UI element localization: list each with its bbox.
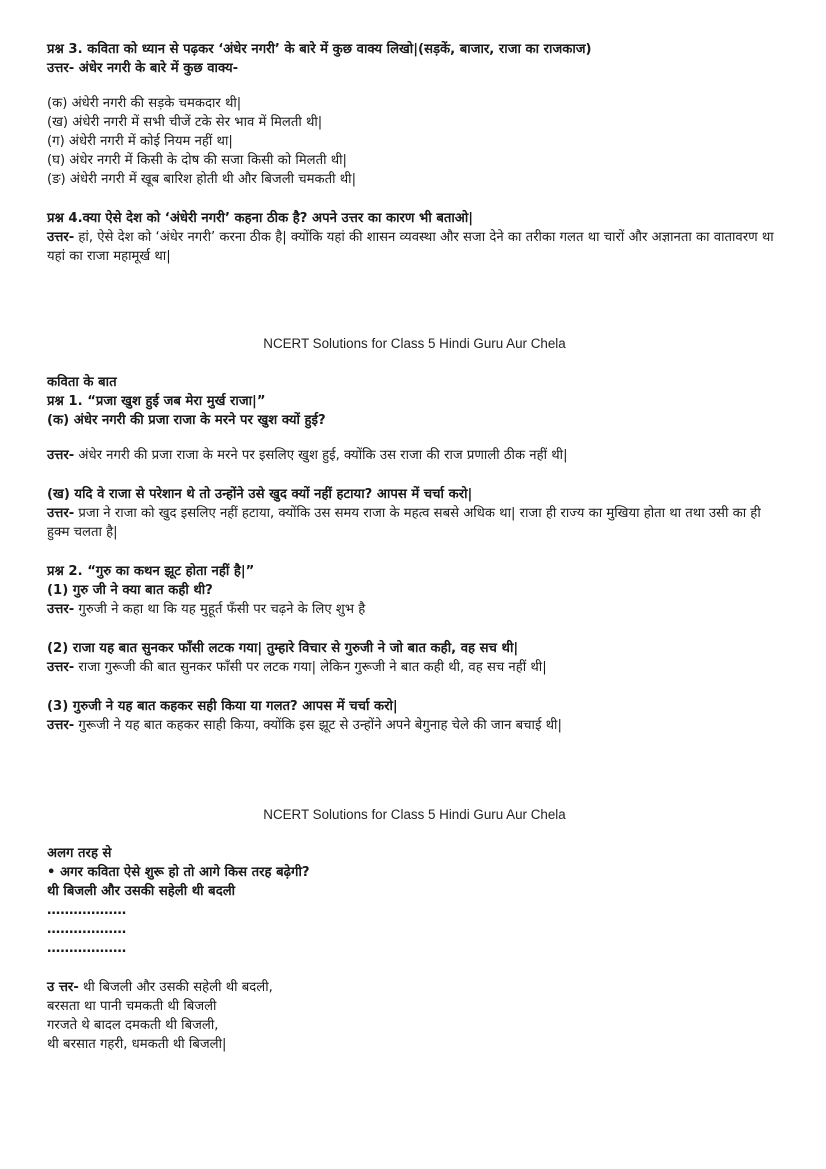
q4-answer xyxy=(47,228,782,266)
q3-answer xyxy=(47,59,782,78)
q2-2-answer xyxy=(47,658,782,677)
q2-3-question: (3) गुरुजी ने यह बात कहकर सही किया या गलत? आपस में चर्चा करो| xyxy=(47,699,398,714)
poem-line: बरसता था पानी चमकती थी बिजली xyxy=(47,999,217,1014)
bullet-question: • अगर कविता ऐसे शुरू हो तो आगे किस तरह बढ़ेगी? xyxy=(47,865,310,880)
answer-label: उत्तर- xyxy=(47,506,75,521)
q1a-answer xyxy=(47,446,782,465)
poem-line: थी बरसात गहरी, धमकती थी बिजली| xyxy=(47,1037,227,1052)
q2-1-question: (1) गुरु जी ने क्या बात कही थी? xyxy=(47,583,213,598)
blank-line: ……………… xyxy=(47,922,127,937)
section-heading: अलग तरह से xyxy=(47,846,112,861)
q1a-question: (क) अंधेर नगरी की प्रजा राजा के मरने पर खुश क्यों हुई? xyxy=(47,413,326,428)
q1b-answer xyxy=(47,504,782,542)
answer-text: अंधेर नगरी की प्रजा राजा के मरने पर इसलिए खुश हुई, क्योंकि उस राजा की राज प्रणाली ठीक नहीं थी| xyxy=(74,448,568,463)
answer-label: उत्तर- xyxy=(47,448,75,463)
poem-first-line: थी बिजली और उसकी सहेली थी बदली xyxy=(47,884,236,899)
q4-question: प्रश्न 4.क्या ऐसे देश को ‘अंधेरी नगरी’ कहना ठीक है? अपने उत्तर का कारण भी बताओ| xyxy=(47,211,474,226)
answer-text: हां, ऐसे देश को ‘अंधेर नगरी’ करना ठीक है| क्योंकि यहां की शासन व्यवस्था और सजा देने का तरीका गलत था चारों और अज्ञानता का वातावरण था यहां का राजा महामूर्ख था| xyxy=(47,230,774,264)
answer-label: उत्तर- xyxy=(47,602,75,617)
list-item: (क) अंधेरी नगरी की सड़के चमकदार थी| xyxy=(47,96,242,111)
answer-text: गुरूजी ने यह बात कहकर साही किया, क्योंकि इस झूट से उन्होंने अपने बेगुनाह चेले की जान बचाई थी| xyxy=(74,718,562,733)
page-header: NCERT Solutions for Class 5 Hindi Guru Aur Chela xyxy=(263,336,566,351)
blank-line: ……………… xyxy=(47,941,127,956)
answer-label: उत्तर- xyxy=(47,718,75,733)
q3-question: प्रश्न 3. कविता को ध्यान से पढ़कर ‘अंधेर नगरी’ के बारे में कुछ वाक्य लिखो|(सड़कें, बाजार, राजा का राजकाज) xyxy=(47,42,592,57)
list-item: (ङ) अंधेरी नगरी में खूब बारिश होती थी और बिजली चमकती थी| xyxy=(47,172,357,187)
poem-answer xyxy=(47,978,782,997)
answer-text: राजा गुरूजी की बात सुनकर फाँसी पर लटक गया| लेकिन गुरूजी ने बात कही थी, वह सच नहीं थी| xyxy=(74,660,547,675)
q2-1-answer xyxy=(47,600,782,619)
poem-line: थी बिजली और उसकी सहेली थी बदली, xyxy=(78,980,273,995)
page-header: NCERT Solutions for Class 5 Hindi Guru Aur Chela xyxy=(263,807,566,822)
answer-text: प्रजा ने राजा को खुद इसलिए नहीं हटाया, क्योंकि उस समय राजा के महत्व सबसे अधिक था| राजा ही राज्य का मुखिया होता था तथा उसी का ही हुक्म चलता है| xyxy=(47,506,761,540)
q2-3-answer xyxy=(47,716,782,735)
list-item: (ख) अंधेरी नगरी में सभी चीजें टके सेर भाव में मिलती थी| xyxy=(47,115,323,130)
answer-text: अंधेर नगरी के बारे में कुछ वाक्य- xyxy=(74,61,239,76)
section-heading: कविता के बात xyxy=(47,375,117,390)
answer-label: उत्तर- xyxy=(47,660,75,675)
document-page xyxy=(47,40,782,1054)
answer-text: गुरुजी ने कहा था कि यह मुहूर्त फँसी पर चढ़ने के लिए शुभ है xyxy=(74,602,366,617)
answer-label: उ त्तर- xyxy=(47,980,79,995)
answer-label: उत्तर- xyxy=(47,230,75,245)
blank-line: ……………… xyxy=(47,903,127,918)
q2-title: प्रश्न 2. “गुरु का कथन झूट होता नहीं है|” xyxy=(47,564,255,579)
q1b-question: (ख) यदि वे राजा से परेशान थे तो उन्होंने उसे खुद क्यों नहीं हटाया? आपस में चर्चा करो| xyxy=(47,487,473,502)
list-item: (ग) अंधेरी नगरी में कोई नियम नहीं था| xyxy=(47,134,233,149)
answer-label: उत्तर- xyxy=(47,61,75,76)
q2-2-question: (2) राजा यह बात सुनकर फाँसी लटक गया| तुम्हारे विचार से गुरुजी ने जो बात कही, वह सच थी| xyxy=(47,641,519,656)
list-item: (घ) अंधेर नगरी में किसी के दोष की सजा किसी को मिलती थी| xyxy=(47,153,347,168)
poem-line: गरजते थे बादल दमकती थी बिजली, xyxy=(47,1018,219,1033)
q1-title: प्रश्न 1. “प्रजा खुश हुई जब मेरा मुर्ख राजा|” xyxy=(47,394,266,409)
